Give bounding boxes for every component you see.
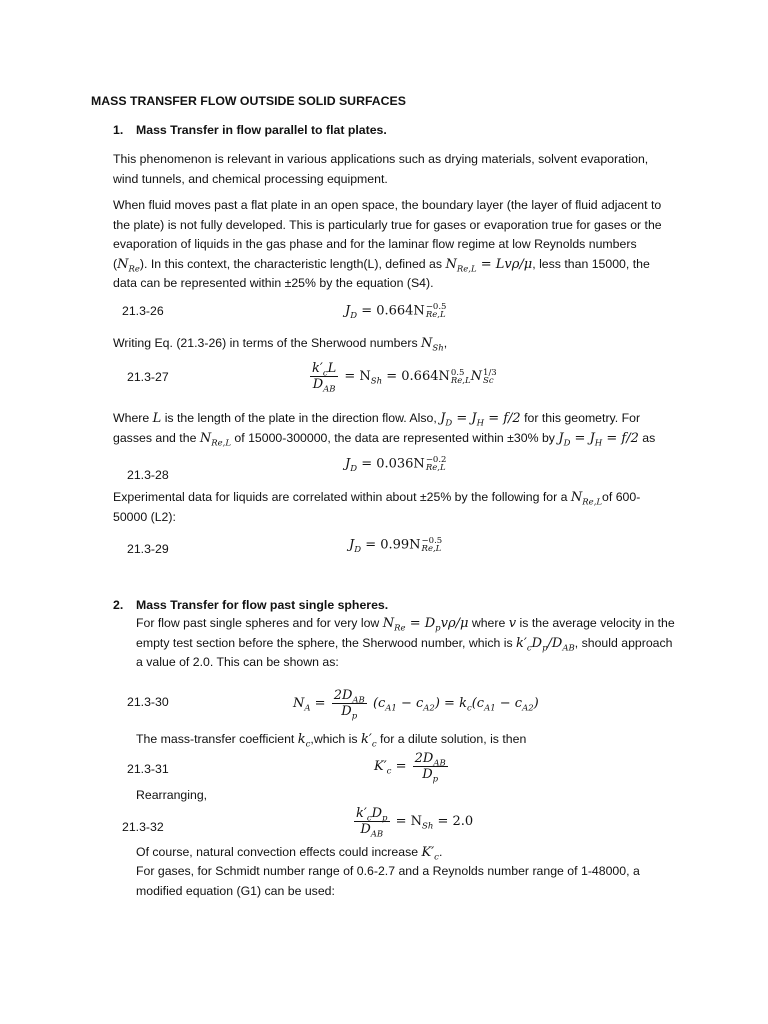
equation-label-21-3-26: 21.3-26 <box>122 304 164 318</box>
equation-21-3-28: $J_D = 0.036N$ −0.2 Re,L <box>345 455 447 475</box>
section-2-number: 2. <box>113 598 124 612</box>
equation-21-3-30: $N_A$ = $\frac{2D_{AB}}{D_p}$ $(c_{A1} - c_{A2}) = k_c(c_{A1} - c_{A2})$ <box>293 688 539 722</box>
equation-label-21-3-27: 21.3-27 <box>127 370 169 384</box>
equation-label-21-3-31: 21.3-31 <box>127 762 169 776</box>
section-2-paragraph-2: The mass-transfer coefficient $k_c,which$ is $k'_c$ for a dilute solution, is then <box>136 732 527 750</box>
section-1-paragraph-3: Writing Eq. (21.3-26) in terms of the Sherwood numbers $N_{Sh}$, <box>113 336 448 354</box>
section-1-paragraph-2: When fluid moves past a flat plate in an open space, the boundary layer (the layer of fluid adjacent to the plate) is not fully developed. This is particularly true for gases or evaporation true for gases or the evaporation of liquids in the gas phase and for the laminar flow regime at low Reynolds numbers $(N_{Re})$. In this context, the characteristic length(L), defined as $N_{Re,L} = Lv\rho/\mu$, less than 15000, the data can be represented within ±25% by the equation (S4). <box>113 198 662 290</box>
section-1-title: Mass Transfer in flow parallel to flat plates. <box>136 123 387 137</box>
equation-21-3-26: $J_D = 0.664N$ −0.5 Re,L <box>345 302 447 322</box>
section-2-title: Mass Transfer for flow past single spheres. <box>136 598 389 612</box>
section-1-paragraph-5: Experimental data for liquids are correlated within about ±25% by the following for a $N_{Re,L}of$ 600-50000 (L2): <box>113 490 641 524</box>
section-1-paragraph-4: Where L is the length of the plate in the direction flow. Also, $J_D = J_H = f/2$ for this geometry. For gasses and the $N_{Re,L}$ of 15000-300000, the data are represented within ±30% by $J_D = J_H = f/2$ as <box>113 411 656 449</box>
equation-21-3-29: $J_D = 0.99N$ −0.5 Re,L <box>349 536 443 556</box>
equation-label-21-3-30: 21.3-30 <box>127 695 169 709</box>
equation-21-3-31: $K'_c$ = $\frac{2D_{AB}}{D_p}$ <box>374 751 446 785</box>
equation-21-3-27: $\frac{k'_cL}{D_{AB}}$ = $N_{Sh} = 0.664N$ 0.5 Re,L N 1/3 Sc <box>312 361 497 395</box>
equation-label-21-3-28: 21.3-28 <box>127 468 169 482</box>
equation-21-3-32: $\frac{k'_cD_p}{D_{AB}}$ = $N_{Sh} = 2.0$ <box>356 806 474 840</box>
section-1-paragraph-1: This phenomenon is relevant in various applications such as drying materials, solvent evaporation, wind tunnels, and chemical processing equipment. <box>113 152 649 186</box>
equation-label-21-3-29: 21.3-29 <box>127 542 169 556</box>
section-2-paragraph-3: Rearranging, <box>136 788 208 802</box>
section-2-paragraph-1: For flow past single spheres and for very low $N_{Re} = D_pv\rho/\mu$ where v is the average velocity in the empty test section before the sphere, the Sherwood number, which is $k'_cD_p/D_{AB}$, should approach a value of 2.0. This can be shown as: <box>136 616 675 669</box>
section-1-number: 1. <box>113 123 124 137</box>
section-2-paragraph-4: Of course, natural convection effects could increase $K'_c$. <box>136 845 443 863</box>
equation-label-21-3-32: 21.3-32 <box>122 820 164 834</box>
page-title: MASS TRANSFER FLOW OUTSIDE SOLID SURFACES <box>91 94 406 108</box>
section-2-paragraph-5: For gases, for Schmidt number range of 0.6-2.7 and a Reynolds number range of 1-48000, a modified equation (G1) can be used: <box>136 864 640 898</box>
